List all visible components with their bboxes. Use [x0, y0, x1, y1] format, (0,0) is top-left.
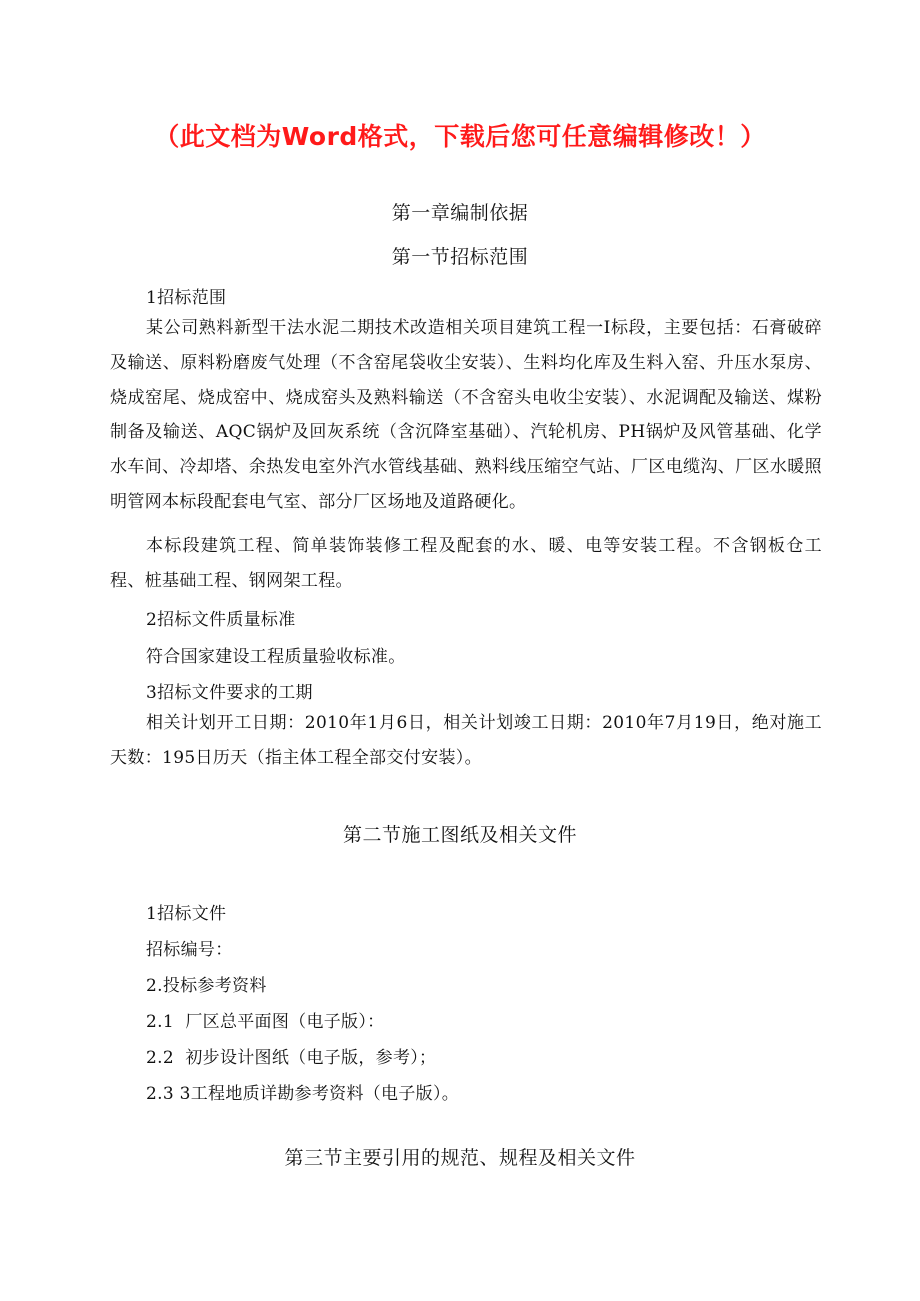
section1-title: 第一节招标范围 [391, 246, 529, 268]
section1-item3-paragraph: 相关计划开工日期：2010年1月6日，相关计划竣工日期：2010年7月19日，绝对施工天数：195日历天（指主体工程全部交付安装）。 [110, 713, 822, 768]
chapter-title: 第一章编制依据 [391, 202, 529, 224]
section2-item1-text: 招标编号： [146, 940, 233, 960]
section2-item1-heading: 1招标文件 [146, 904, 227, 924]
section2-item2-heading: 2.投标参考资料 [146, 976, 267, 996]
format-notice-banner: （此文档为Word格式，下载后您可任意编辑修改！） [154, 122, 766, 151]
section1-item1-paragraph1: 某公司熟料新型干法水泥二期技术改造相关项目建筑工程一I标段，主要包括：石膏破碎及输送、原料粉磨废气处理（不含窑尾袋收尘安装）、生料均化库及生料入窑、升压水泵房、烧成窑尾、烧成窑中、烧成窑头及熟料输送（不含窑头电收尘安装）、水泥调配及输送、煤粉制备及输送、AQC锅炉及回灰系统（含沉降室基础）、汽轮机房、PH锅炉及风管基础、化学水车间、冷却塔、余热发电室外汽水管线基础、熟料线压缩空气站、厂区电缆沟、厂区水暖照明管网本标段配套电气室、部分厂区场地及道路硬化。 [110, 318, 822, 512]
section3-title: 第三节主要引用的规范、规程及相关文件 [284, 1147, 636, 1169]
section1-item1-heading: 1招标范围 [146, 288, 227, 308]
section1-item2-heading: 2招标文件质量标准 [146, 610, 296, 630]
section2-item2-2: 2.2 初步设计图纸（电子版，参考）； [146, 1048, 437, 1068]
section1-item3-heading: 3招标文件要求的工期 [146, 683, 313, 703]
section2-title: 第二节施工图纸及相关文件 [342, 824, 577, 846]
section1-item1-paragraph2: 本标段建筑工程、简单装饰装修工程及配套的水、暖、电等安装工程。不含钢板仓工程、桩基础工程、钢网架工程。 [110, 536, 822, 591]
section2-item2-1: 2.1 厂区总平面图（电子版）： [146, 1012, 385, 1032]
section1-item2-text: 符合国家建设工程质量验收标准。 [146, 647, 406, 667]
section2-item2-3: 2.3 3工程地质详勘参考资料（电子版）。 [146, 1084, 460, 1104]
